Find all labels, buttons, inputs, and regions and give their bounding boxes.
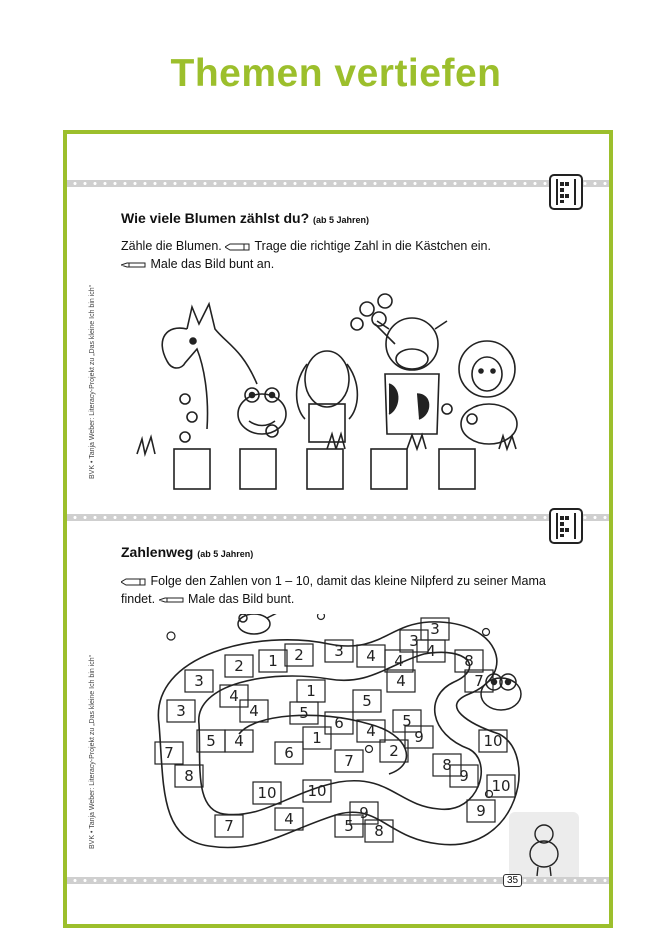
flower-icon [366,746,373,753]
maze-number: 5 [299,704,309,722]
maze-number: 4 [249,702,259,720]
maze-number: 9 [476,802,486,820]
section2-side-note: BVK • Tanja Weber: Literacy-Projekt zu „Das kleine Ich bin ich“ [89,655,96,849]
maze-number: 4 [229,687,239,705]
flower-icon [483,629,490,636]
maze-number: 9 [414,728,424,746]
maze-number: 8 [184,767,194,785]
section-divider-bottom [67,877,609,884]
maze-number: 2 [389,742,399,760]
maze-number: 7 [344,752,354,770]
section2-line2a: findet. [121,592,156,606]
animal-illustration [127,289,527,494]
maze-number: 6 [284,744,294,762]
section1-age: (ab 5 Jahren) [313,215,370,225]
maze-number: 9 [459,767,469,785]
maze-number: 5 [362,692,372,710]
maze-number: 5 [206,732,216,750]
section1-title-text: Wie viele Blumen zählst du? [121,210,310,226]
section-divider-top [67,180,609,187]
maze-number: 3 [176,702,186,720]
maze-number: 7 [474,672,484,690]
pencil-icon [121,578,147,586]
maze-number: 5 [344,817,354,835]
maze-number: 1 [306,682,316,700]
maze-number: 3 [334,642,344,660]
section1-line1a: Zähle die Blumen. [121,239,222,253]
maze-number: 10 [307,782,327,800]
maze-number: 2 [234,657,244,675]
section1-line1b: Trage die richtige Zahl in die Kästchen ein. [254,239,491,253]
maze-number: 4 [426,642,436,660]
crayon-icon [159,596,185,604]
maze-number: 1 [268,652,278,670]
maze-number: 2 [294,646,304,664]
maze-number: 3 [430,620,440,638]
hippo-illustration [238,614,279,634]
section2-line2b: Male das Bild bunt. [188,592,295,606]
maze-number: 1 [312,729,322,747]
maze-number: 4 [366,722,376,740]
maze-number: 7 [224,817,234,835]
maze-number: 4 [284,810,294,828]
little-creature-illustration [509,812,579,882]
maze-number: 8 [442,756,452,774]
maze-number: 4 [234,732,244,750]
crayon-icon [121,261,147,269]
maze-number: 10 [491,777,511,795]
section2-title-text: Zahlenweg [121,544,194,560]
maze-number: 8 [374,822,384,840]
abacus-icon [549,174,583,210]
maze-number: 4 [366,647,376,665]
maze-number: 9 [359,804,369,822]
page-title: Themen vertiefen [170,52,502,95]
section1-title [121,210,369,226]
abacus-icon [549,508,583,544]
maze-number: 8 [464,652,474,670]
section2-age: (ab 5 Jahren) [197,549,254,559]
number-path-maze [139,614,539,859]
section2-instructions [121,572,546,608]
maze-number: 6 [334,714,344,732]
maze-number: 3 [409,632,419,650]
page-number: 35 [503,874,522,887]
section1-side-note: BVK • Tanja Weber: Literacy-Projekt zu „Das kleine Ich bin ich“ [89,285,96,479]
maze-number: 4 [394,652,404,670]
section2-line1: Folge den Zahlen von 1 – 10, damit das kleine Nilpferd zu seiner Mama [150,574,546,588]
maze-number: 7 [164,744,174,762]
worksheet-frame [63,130,613,928]
maze-number: 3 [194,672,204,690]
section-divider-middle [67,514,609,521]
maze-number: 10 [483,732,503,750]
flower-icon [167,632,175,640]
section2-title [121,544,253,560]
section1-instructions [121,237,491,273]
section1-line2: Male das Bild bunt an. [150,257,275,271]
pencil-icon [225,243,251,251]
maze-number: 4 [396,672,406,690]
flower-icon [318,614,325,620]
maze-number: 10 [257,784,277,802]
maze-number: 5 [402,712,412,730]
